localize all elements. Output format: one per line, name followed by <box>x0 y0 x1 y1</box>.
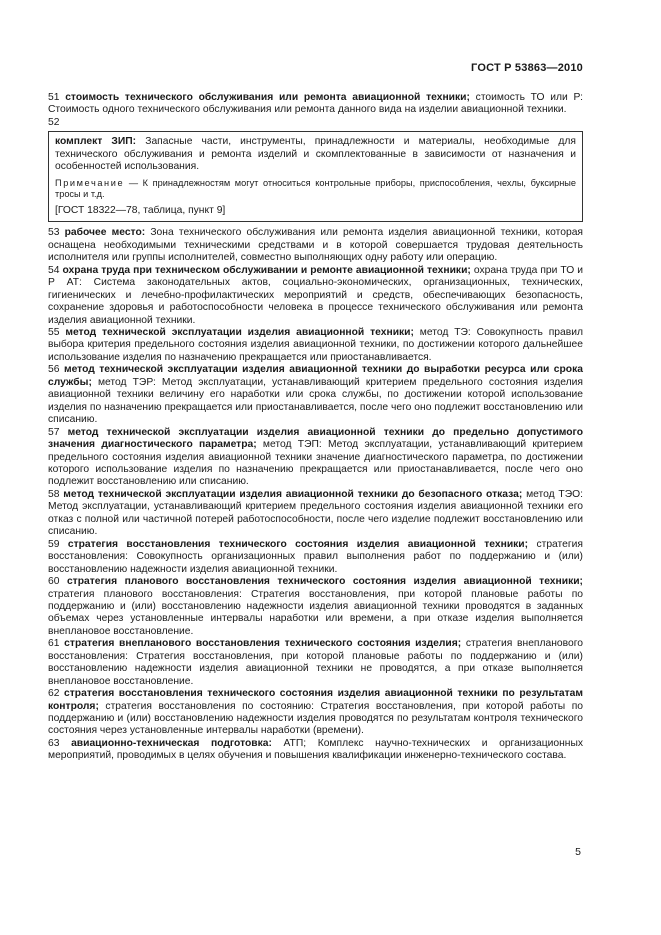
entry-57: 57 метод технической эксплуатации изделия авиационной техники до предельно допустимого значения диагностического параметра; метод ТЭП: Метод эксплуатации, устанавливающий критерием предельного состояния изделия авиационной техники значение диагностического параметра, по достижении которого использование изделия по назначению прекращается или приостанавливается, после чего оно подлежит восстановлению или списанию. <box>48 426 583 488</box>
entry-53: 53 рабочее место: Зона технического обслуживания или ремонта изделия авиационной техники, которая оснащена необходимыми техническими средствами и в которой совершается трудовая деятельность исполнителя или группы исполнителей, совместно выполняющих одну работу или операцию. <box>48 227 584 264</box>
terms-list <box>48 92 583 763</box>
entry-63: 63 авиационно-техническая подготовка: АТП; Комплекс научно-технических и организационных мероприятий, проводимых в целях обучения и повышения квалификации инженерно-технического состава. <box>48 737 583 762</box>
boxed-definition <box>48 131 583 222</box>
box-note: Примечание — К принадлежностям могут относиться контрольные приборы, приспособления, чехлы, буксирные тросы и т.д. <box>55 177 576 200</box>
page-number: 5 <box>575 846 581 858</box>
entry-60: 60 стратегия планового восстановления технического состояния изделия авиационной техники; стратегия планового восстановления: Стратегия восстановления, при которой плановые работы по поддержанию и (или) восстановлению надежности изделия авиационной техники проводятся в заданных объемах через установленные интервалы наработки или времени, а при отказе изделия выполняется внеплановое восстановление. <box>48 576 583 637</box>
entry-62: 62 стратегия восстановления технического состояния изделия авиационной техники по результатам контроля; стратегия восстановления по состоянию: Стратегия восстановления, при которой работы по поддержанию и (или) восстановлению надежности изделия проводятся по результатам контроля технического состояния через установленные интервалы наработки (времени). <box>48 688 583 737</box>
entry-58: 58 метод технической эксплуатации изделия авиационной техники до безопасного отказа; метод ТЭО: Метод эксплуатации, устанавливающий критерием предельного состояния изделия авиационной техники его отказ с полной или частичной потерей работоспособности, после чего изделие подлежит восстановлению или списанию. <box>48 488 583 538</box>
box-source: [ГОСТ 18322—78, таблица, пункт 9] <box>55 204 226 216</box>
entry-55: 55 метод технической эксплуатации изделия авиационной техники; метод ТЭ: Совокупность правил выбора критерия предельного состояния изделия авиационной техники, по достижении которого дальнейшее использование изделия по назначению прекращается или приостанавливается. <box>48 326 583 363</box>
entry-56: 56 метод технической эксплуатации изделия авиационной техники до выработки ресурса или срока службы; метод ТЭР: Метод эксплуатации, устанавливающий критерием предельного состояния изделия авиационной техники величину его наработки или срока службы, по достижении которой использование изделия по назначению прекращается или приостанавливается, после чего оно подлежит восстановлению или списанию. <box>48 364 583 426</box>
entry-61: 61 стратегия внепланового восстановления технического состояния изделия; стратегия внепланового восстановления: Стратегия восстановления, при которой плановые работы по поддержанию и (или) восстановлению надежности изделия авиационной техники не проводятся, а при отказе выполняется внеплановое восстановление. <box>48 638 583 687</box>
entry-51: 51 стоимость технического обслуживания или ремонта авиационной техники; стоимость ТО или Р: Стоимость одного технического обслуживания или ремонта данного вида на изделии авиационной техники. <box>48 92 583 116</box>
standard-designation: ГОСТ Р 53863—2010 <box>471 62 583 74</box>
entry-52: 52 <box>48 116 60 128</box>
entry-59: 59 стратегия восстановления технического состояния изделия авиационной техники; стратегия восстановления: Совокупность организационных правил выполнения работ по поддержанию и (или) восстановлению надежности изделия авиационной техники. <box>48 538 583 575</box>
entry-54: 54 охрана труда при техническом обслуживании и ремонте авиационной техники; охрана труда при ТО и Р АТ: Система законодательных актов, социально-экономических, организационных, технических, гигиенических и лечебно-профилактических мероприятий и средств, обеспечивающих безопасность, сохранение здоровья и работоспособности человека в процессе технического обслуживания или ремонта изделия авиационной техники. <box>48 264 583 326</box>
box-definition: комплект ЗИП: Запасные части, инструменты, принадлежности и материалы, необходимые для технического обслуживания и ремонта изделий и скомплектованные в зависимости от назначения и особенностей использования. <box>55 136 577 173</box>
